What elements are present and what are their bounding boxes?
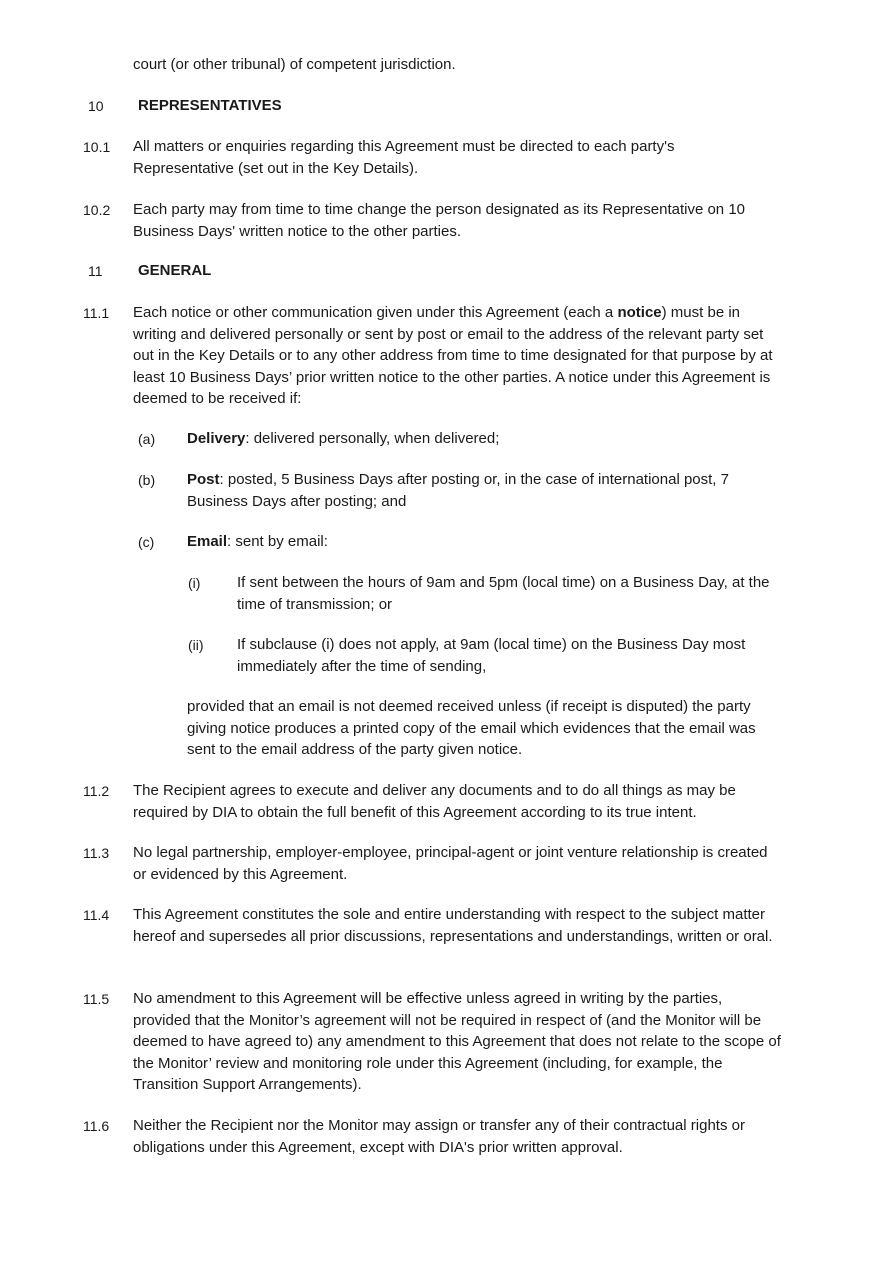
clause-11-4-text: This Agreement constitutes the sole and entire understanding with respect to the subject matter hereof and supersedes all prior discussions, representations and understandings, written or oral. (133, 906, 773, 945)
clause-11-1-number: 11.1 (83, 305, 110, 321)
subclause-a-term: Delivery (187, 430, 246, 447)
clause-11-1-text-before: Each notice or other communication given under this Agreement (each a (133, 304, 618, 321)
intro-text: court (or other tribunal) of competent jurisdiction. (133, 56, 456, 73)
clause-10-2-number: 10.2 (83, 202, 111, 218)
subclause-c-label: (c) (138, 534, 155, 550)
clause-11-5-number: 11.5 (83, 991, 110, 1007)
clause-11-3-number: 11.3 (83, 845, 110, 861)
subclause-a-body: : delivered personally, when delivered; (245, 430, 500, 447)
clause-10-2-text: Each party may from time to time change the person designated as its Representative on 10 Business Days' written notice to the other parties. (133, 201, 745, 240)
clause-11-3-text: No legal partnership, employer-employee, principal-agent or joint venture relationship is created or evidenced by this Agreement. (133, 844, 768, 883)
clause-11-2-text: The Recipient agrees to execute and deliver any documents and to do all things as may be required by DIA to obtain the full benefit of this Agreement according to its true intent. (133, 782, 736, 821)
section-10-title: REPRESENTATIVES (138, 97, 282, 114)
section-11-number: 11 (88, 263, 103, 279)
subclause-i-text: If sent between the hours of 9am and 5pm (local time) on a Business Day, at the time of transmission; or (237, 574, 770, 613)
clause-11-1-text (133, 302, 778, 410)
clause-11-6-text: Neither the Recipient nor the Monitor may assign or transfer any of their contractual rights or obligations under this Agreement, except with DIA's prior written approval. (133, 1117, 745, 1156)
clause-11-1-text-after: ) must be in writing and delivered personally or sent by post or email to the address of the relevant party set out in the Key Details or to any other address from time to time designated for that purpose by at least 10 Business Days’ prior written notice to the other parties. A notice under this Agreement is deemed to be received if: (133, 304, 773, 407)
subclause-b-label: (b) (138, 472, 156, 488)
email-proviso-text: provided that an email is not deemed received unless (if receipt is disputed) the party giving notice produces a printed copy of the email which evidences that the email was sent to the email address of the party given notice. (187, 698, 756, 758)
subclause-b-text (187, 469, 777, 512)
clause-11-5-text: No amendment to this Agreement will be effective unless agreed in writing by the parties, provided that the Monitor’s agreement will not be required in respect of (and the Monitor will be deemed to have agreed to) any amendment to this Agreement that does not relate to the scope of the Monitor’ review and monitoring role under this Agreement (including, for example, the Transition Support Arrangements). (133, 990, 781, 1093)
clause-10-1-text: All matters or enquiries regarding this Agreement must be directed to each party's Representative (set out in the Key Details). (133, 138, 675, 177)
subclause-c-text (187, 531, 777, 553)
clause-10-1-number: 10.1 (83, 139, 111, 155)
subclause-ii-label: (ii) (188, 637, 204, 653)
clause-11-4-number: 11.4 (83, 907, 110, 923)
subclause-c-body: : sent by email: (227, 533, 328, 550)
subclause-b-term: Post (187, 471, 220, 488)
defined-term-notice: notice (617, 304, 662, 321)
subclause-c-term: Email (187, 533, 228, 550)
section-11-title: GENERAL (138, 262, 212, 279)
subclause-i-label: (i) (188, 575, 201, 591)
clause-11-6-number: 11.6 (83, 1118, 110, 1134)
subclause-a-text (187, 428, 777, 450)
subclause-b-body: : posted, 5 Business Days after posting or, in the case of international post, 7 Business Days after posting; and (187, 471, 729, 510)
section-10-number: 10 (88, 98, 104, 114)
subclause-ii-text: If subclause (i) does not apply, at 9am (local time) on the Business Day most immediately after the time of sending, (237, 636, 746, 675)
clause-11-2-number: 11.2 (83, 783, 110, 799)
subclause-a-label: (a) (138, 431, 156, 447)
